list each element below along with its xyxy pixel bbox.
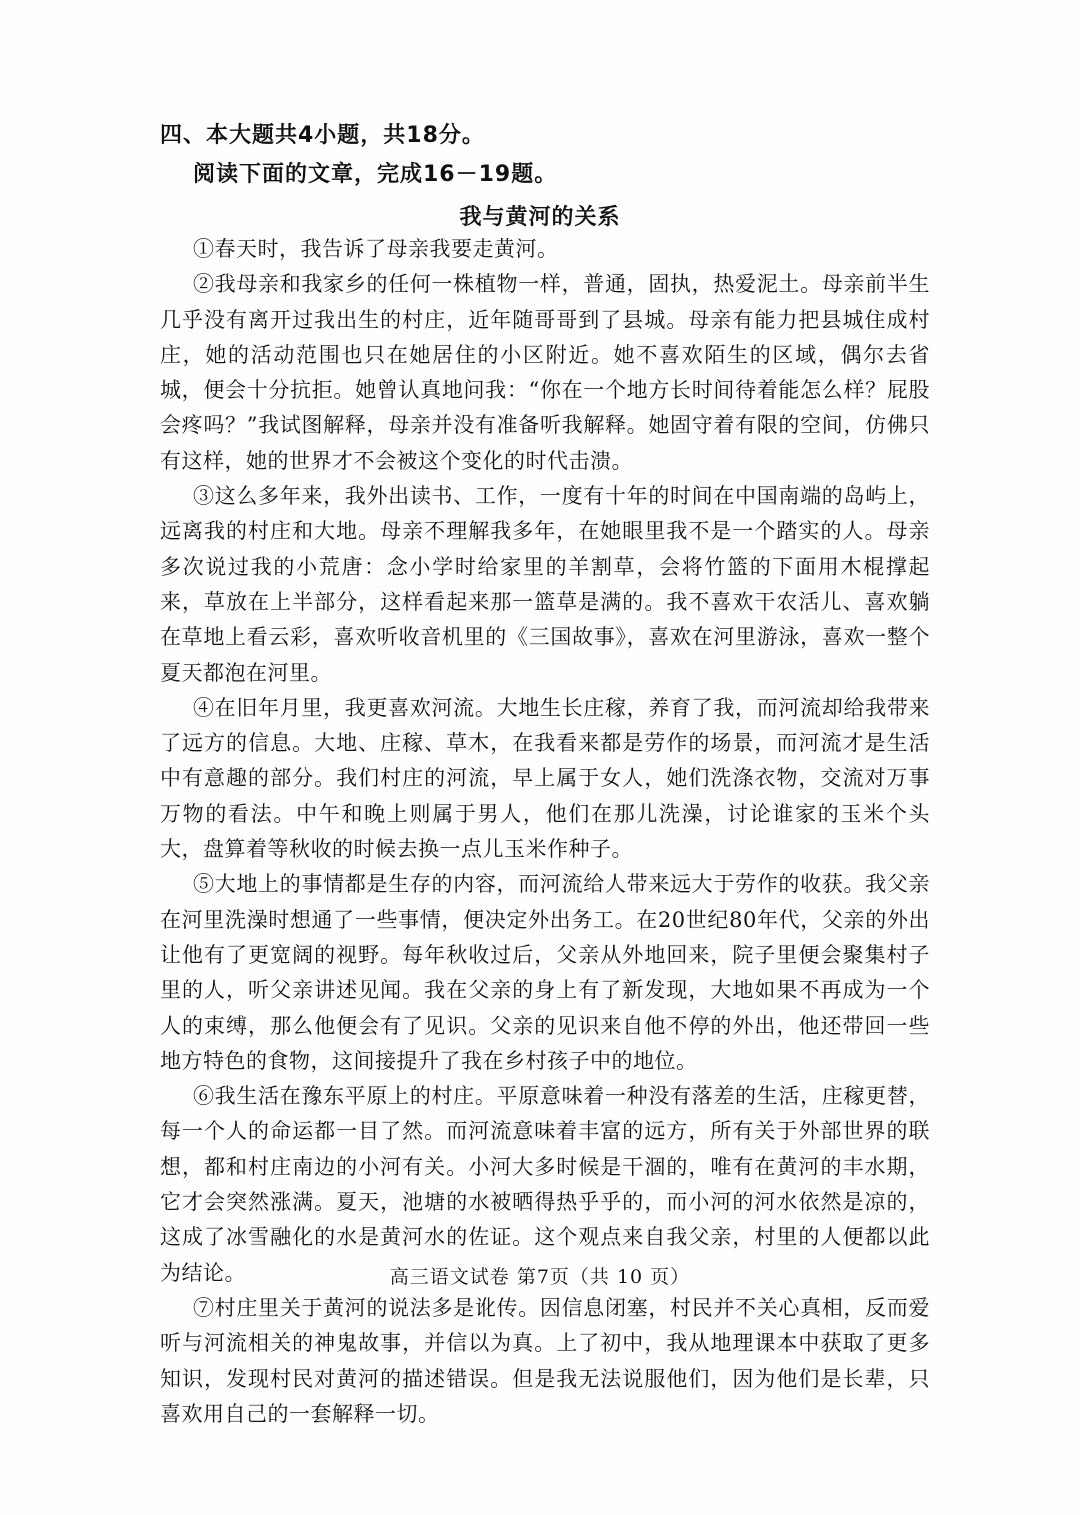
paragraph-4: ④在旧年月里，我更喜欢河流。大地生长庄稼，养育了我，而河流却给我带来了远方的信息。大地、庄稼、草木，在我看来都是劳作的场景，而河流才是生活中有意趣的部分。我们村庄的河流，早上属于女人，她们洗涤衣物，交流对万事万物的看法。中午和晚上则属于男人，他们在那儿洗澡，讨论谁家的玉米个头大，盘算着等秋收的时候去换一点儿玉米作种子。 [160, 695, 930, 862]
paragraph-1: ①春天时，我告诉了母亲我要走黄河。 [193, 237, 559, 261]
paragraph-5: ⑤大地上的事情都是生存的内容，而河流给人带来远大于劳作的收获。我父亲在河里洗澡时想通了一些事情，便决定外出务工。在20世纪80年代，父亲的外出让他有了更宽阔的视野。每年秋收过后，父亲从外地回来，院子里便会聚集村子里的人，听父亲讲述见闻。我在父亲的身上有了新发现，大地如果不再成为一个人的束缚，那么他便会有了见识。父亲的见识来自他不停的外出，他还带回一些地方特色的食物，这间接提升了我在乡村孩子中的地位。 [160, 872, 930, 1073]
article-title: 我与黄河的关系 [459, 205, 621, 230]
paragraph-7: ⑦村庄里关于黄河的说法多是讹传。因信息闭塞，村民并不关心真相，反而爱听与河流相关的神鬼故事，并信以为真。上了初中，我从地理课本中获取了更多知识，发现村民对黄河的描述错误。但是我无法说服他们，因为他们是长辈，只喜欢用自己的一套解释一切。 [160, 1295, 930, 1426]
article-body [160, 232, 930, 1432]
section-heading: 四、本大题共4小题，共18分。 [160, 123, 485, 148]
paragraph-2: ②我母亲和我家乡的任何一株植物一样，普通，固执，热爱泥土。母亲前半生几乎没有离开过我出生的村庄，近年随哥哥到了县城。母亲有能力把县城住成村庄，她的活动范围也只在她居住的小区附近。她不喜欢陌生的区域，偶尔去省城，便会十分抗拒。她曾认真地问我：“你在一个地方长时间待着能怎么样？屁股会疼吗？”我试图解释，母亲并没有准备听我解释。她固守着有限的空间，仿佛只有这样，她的世界才不会被这个变化的时代击溃。 [160, 272, 930, 473]
reading-instruction: 阅读下面的文章，完成16－19题。 [193, 162, 558, 187]
paragraph-3: ③这么多年来，我外出读书、工作，一度有十年的时间在中国南端的岛屿上，远离我的村庄和大地。母亲不理解我多年，在她眼里我不是一个踏实的人。母亲多次说过我的小荒唐：念小学时给家里的羊割草，会将竹篮的下面用木棍撑起来，草放在上半部分，这样看起来那一篮草是满的。我不喜欢干农活儿、喜欢躺在草地上看云彩，喜欢听收音机里的《三国故事》，喜欢在河里游泳，喜欢一整个夏天都泡在河里。 [160, 484, 930, 685]
page-footer: 高三语文试卷 第7页（共 10 页） [389, 1266, 691, 1288]
paragraph-6: ⑥我生活在豫东平原上的村庄。平原意味着一种没有落差的生活，庄稼更替，每一个人的命运都一目了然。而河流意味着丰富的远方，所有关于外部世界的联想，都和村庄南边的小河有关。小河大多时候是干涸的，唯有在黄河的丰水期，它才会突然涨满。夏天，池塘的水被晒得热乎乎的，而小河的河水依然是凉的，这成了冰雪融化的水是黄河水的佐证。这个观点来自我父亲，村里的人便都以此为结论。 [160, 1084, 930, 1285]
